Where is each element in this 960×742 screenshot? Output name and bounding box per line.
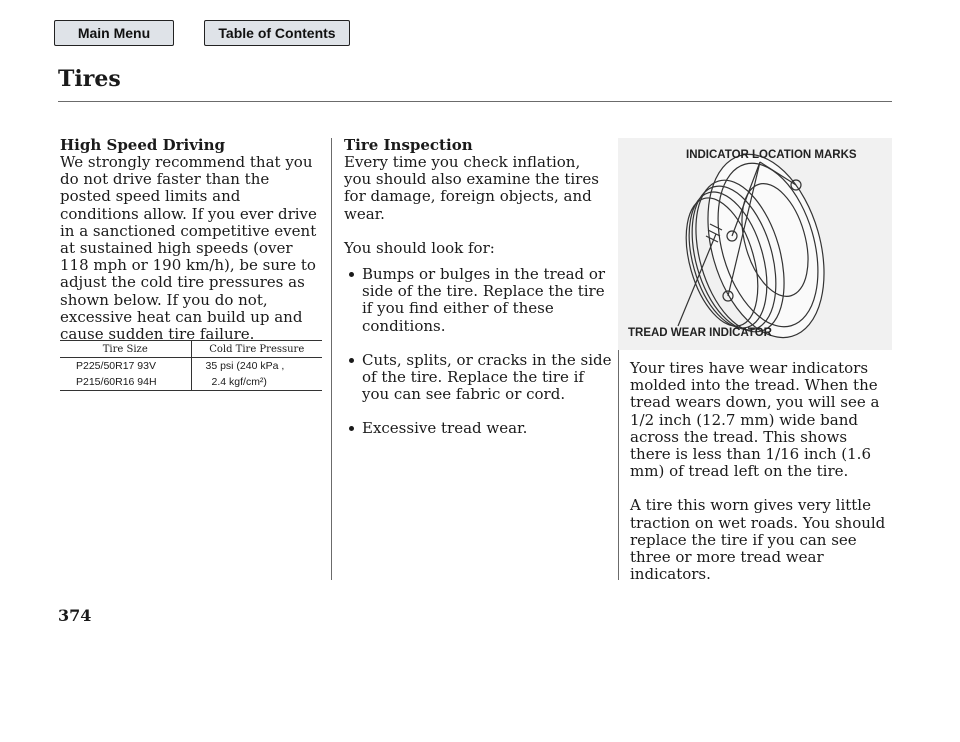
tire-inspection-intro: Every time you check inflation, you should also examine the tires for damage, foreign objects, and wear.: [344, 153, 599, 223]
table-header-cold-pressure: Cold Tire Pressure: [191, 341, 322, 358]
tire-inspection-section: [344, 137, 612, 438]
page-title: Tires: [58, 66, 121, 92]
table-cell-tire-size: P215/60R16 94H: [60, 374, 191, 391]
indicator-location-marks-label: INDICATOR LOCATION MARKS: [686, 149, 857, 161]
tire-pressure-table: [60, 340, 322, 391]
tread-wear-indicator-label: TREAD WEAR INDICATOR: [628, 327, 772, 339]
tread-wear-figure: [618, 138, 892, 350]
list-item: Cuts, splits, or cracks in the side of the tire. Replace the tire if you can see fabric or cord.: [344, 352, 612, 404]
table-header-tire-size: Tire Size: [60, 341, 191, 358]
table-row: [60, 374, 322, 391]
list-item: Bumps or bulges in the tread or side of the tire. Replace the tire if you find either of these conditions.: [344, 266, 612, 335]
tire-illustration: [618, 138, 892, 350]
wear-indicator-section: [630, 360, 892, 583]
table-of-contents-button[interactable]: Table of Contents: [204, 20, 350, 46]
table-cell-pressure: 35 psi (240 kPa ,: [191, 358, 322, 375]
table-cell-tire-size: P225/50R17 93V: [76, 360, 156, 372]
list-item: Excessive tread wear.: [344, 420, 612, 437]
column-divider-left: [331, 138, 332, 580]
look-for-text: You should look for:: [344, 238, 495, 257]
main-menu-button[interactable]: Main Menu: [54, 20, 174, 46]
header-divider: [58, 101, 892, 102]
wear-indicator-text: Your tires have wear indicators molded into the tread. When the tread wears down, you will see a 1/2 inch (12.7 mm) wide band across the tread. This shows there is less than 1/16 inch (1.6 mm) of tread left on the tire.: [630, 359, 880, 481]
high-speed-section: [60, 137, 322, 343]
tire-inspection-heading: Tire Inspection: [344, 136, 473, 154]
inspection-list: [344, 266, 612, 438]
worn-tire-text: A tire this worn gives very little traction on wet roads. You should replace the tire if you can see three or more tread wear indicators.: [630, 496, 886, 584]
table-cell-pressure: 2.4 kgf/cm²): [191, 374, 322, 391]
page-number: 374: [58, 606, 92, 625]
table-row: [60, 358, 322, 375]
high-speed-heading: High Speed Driving: [60, 136, 226, 154]
high-speed-body: We strongly recommend that you do not drive faster than the posted speed limits and conditions allow. If you ever drive in a sanctioned competitive event at sustained high speeds (over 118 mph or 190 km/h), be sure to adjust the cold tire pressures as shown below. If you do not, excessive heat can build up and cause sudden tire failure.: [60, 153, 317, 344]
